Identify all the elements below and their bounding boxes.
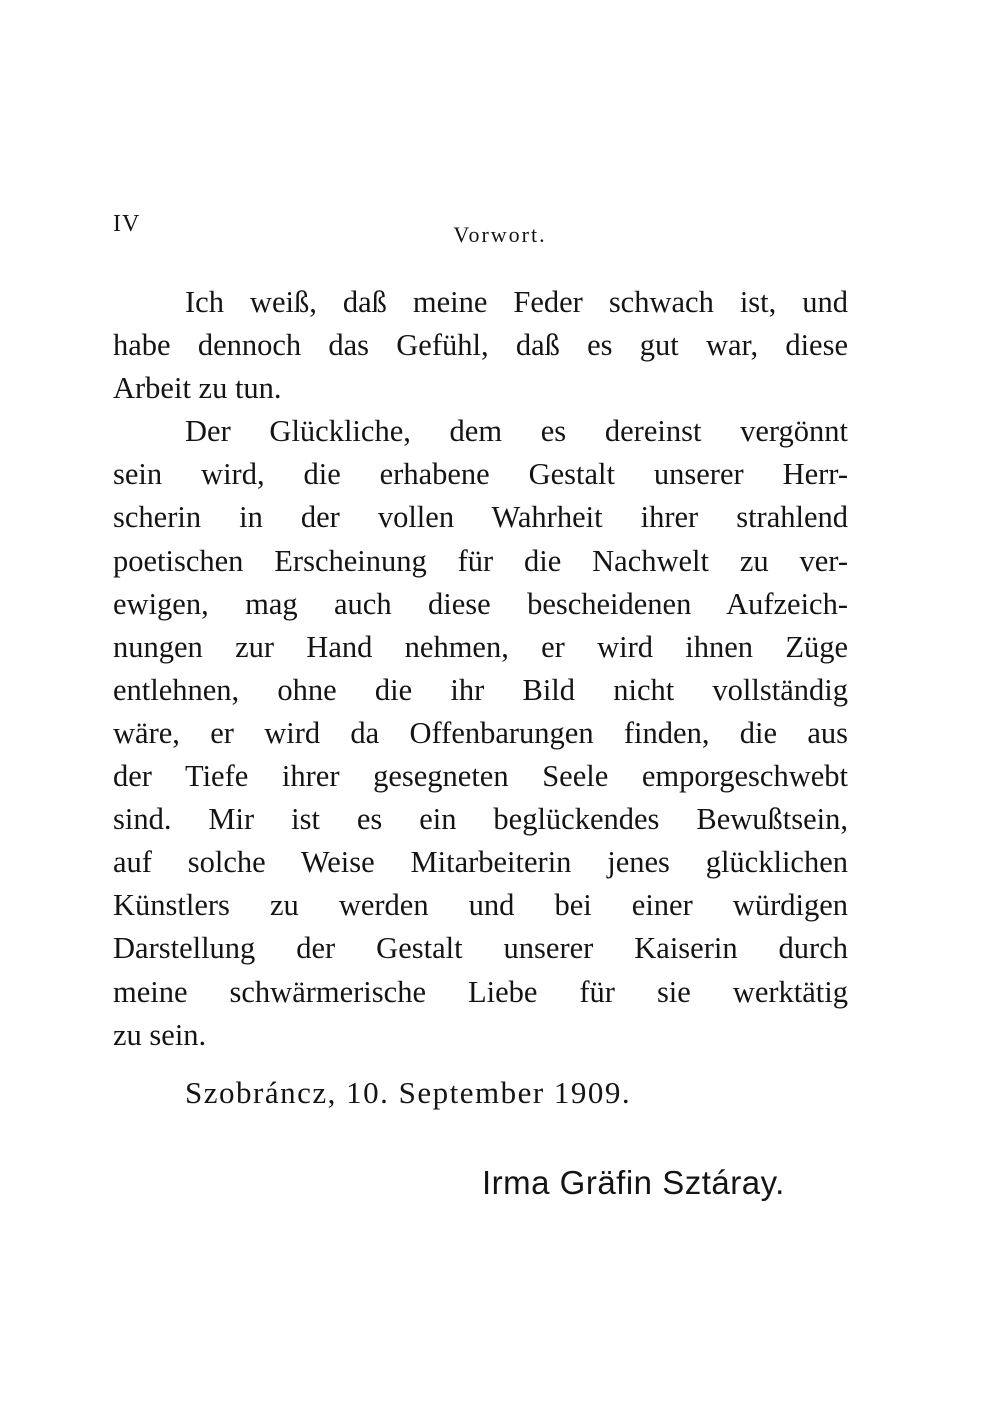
text-line: Ich weiß, daß meine Feder schwach ist, und: [185, 285, 848, 319]
text-line: sein wird, die erhabene Gestalt unserer Herr-: [113, 457, 848, 492]
text-line: wäre, er wird da Offenbarungen finden, die aus: [113, 715, 848, 750]
running-title: Vorwort.: [453, 222, 547, 247]
text-line: poetischen Erscheinung für die Nachwelt zu ver-: [113, 543, 848, 578]
paragraph-2: [113, 410, 848, 1056]
text-line: der Tiefe ihrer gesegneten Seele emporgeschwebt: [113, 759, 848, 794]
text-line: ewigen, mag auch diese bescheidenen Aufzeich-: [113, 586, 848, 621]
text-line: scherin in der vollen Wahrheit ihrer strahlend: [113, 500, 848, 535]
text-line: nungen zur Hand nehmen, er wird ihnen Züge: [113, 629, 848, 664]
dateline: Szobráncz, 10. September 1909.: [185, 1075, 632, 1110]
text-line: Arbeit zu tun.: [113, 371, 282, 406]
text-line: habe dennoch das Gefühl, daß es gut war, diese: [113, 328, 848, 363]
text-line: entlehnen, ohne die ihr Bild nicht vollständig: [113, 672, 848, 707]
text-line: meine schwärmerische Liebe für sie werktätig: [113, 974, 848, 1009]
text-line: auf solche Weise Mitarbeiterin jenes glücklichen: [113, 845, 848, 880]
text-line: sind. Mir ist es ein beglückendes Bewußtsein,: [113, 802, 848, 837]
text-line: Künstlers zu werden und bei einer würdigen: [113, 888, 848, 923]
text-line: Der Glückliche, dem es dereinst vergönnt: [185, 414, 848, 449]
text-line: zu sein.: [113, 1017, 207, 1052]
page-number: IV: [113, 211, 141, 237]
body-text: [113, 281, 848, 1057]
paragraph-1: [113, 281, 848, 410]
signature: Irma Gräfin Sztáray.: [482, 1164, 785, 1201]
text-line: Darstellung der Gestalt unserer Kaiserin durch: [113, 931, 848, 966]
